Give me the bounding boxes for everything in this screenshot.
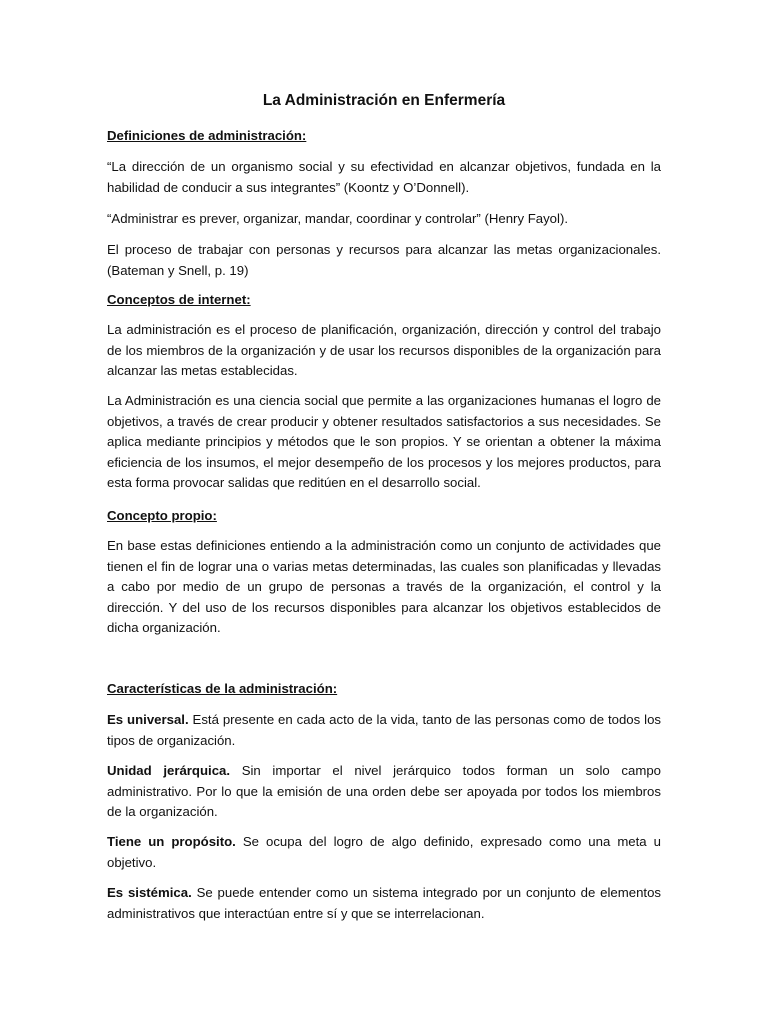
own-concept: En base estas definiciones entiendo a la administración como un conjunto de actividades que tienen el fin de lograr una o varias metas determinadas, las cuales son planificadas y llevadas a cabo por medio de un grupo de personas a través de la organización, el control y la dirección. Y del uso de los recursos disponibles para alcanzar los objetivos establecidos de dicha organización. [107,538,661,636]
heading-propio: Concepto propio: [107,508,217,523]
characteristic-item [107,761,661,823]
characteristic-item [107,883,661,924]
characteristic-text: Se puede entender como un sistema integrado por un conjunto de elementos administrativos que interactúan entre sí y que se interrelacionan. [107,885,661,921]
characteristic-lead: Es sistémica. [107,885,192,900]
characteristic-lead: Es universal. [107,712,189,727]
heading-caracteristicas: Características de la administración: [107,681,338,696]
document-title: La Administración en Enfermería [262,92,506,109]
characteristic-text: Está presente en cada acto de la vida, tanto de las personas como de todos los tipos de organización. [107,712,662,748]
characteristic-lead: Tiene un propósito. [107,834,236,849]
characteristic-text: Sin importar el nivel jerárquico todos forman un solo campo administrativo. Por lo que la emisión de una orden debe ser apoyada por todos los miembros de la organización. [107,763,661,820]
heading-definiciones: Definiciones de administración: [107,128,307,143]
characteristic-item [107,832,661,873]
internet-concept-2: La Administración es una ciencia social que permite a las organizaciones humanas el logro de objetivos, a través de crear producir y obtener resultados satisfactorios a sus necesidades. Se aplica mediante principios y métodos que le son propios. Y se orientan a obtener la máxima eficiencia de los insumos, el mejor desempeño de los procesos y los mejores productos, para esta forma provocar salidas que reditúen en el desarrollo social. [107,393,661,491]
heading-internet: Conceptos de internet: [107,292,251,307]
characteristic-item [107,710,661,751]
definition-fayol: “Administrar es prever, organizar, mandar, coordinar y controlar” (Henry Fayol). [107,211,569,226]
definition-koontz: “La dirección de un organismo social y su efectividad en alcanzar objetivos, fundada en la habilidad de conducir a sus integrantes” (Koontz y O’Donnell). [107,159,661,195]
characteristic-text: Se ocupa del logro de algo definido, expresado como una meta u objetivo. [107,834,661,870]
internet-concept-1: La administración es el proceso de planificación, organización, dirección y control del trabajo de los miembros de la organización y de usar los recursos disponibles de la organización para alcanzar las metas establecidas. [107,322,661,379]
definition-bateman: El proceso de trabajar con personas y recursos para alcanzar las metas organizacionales. (Bateman y Snell, p. 19) [107,242,661,278]
characteristic-lead: Unidad jerárquica. [107,763,231,778]
